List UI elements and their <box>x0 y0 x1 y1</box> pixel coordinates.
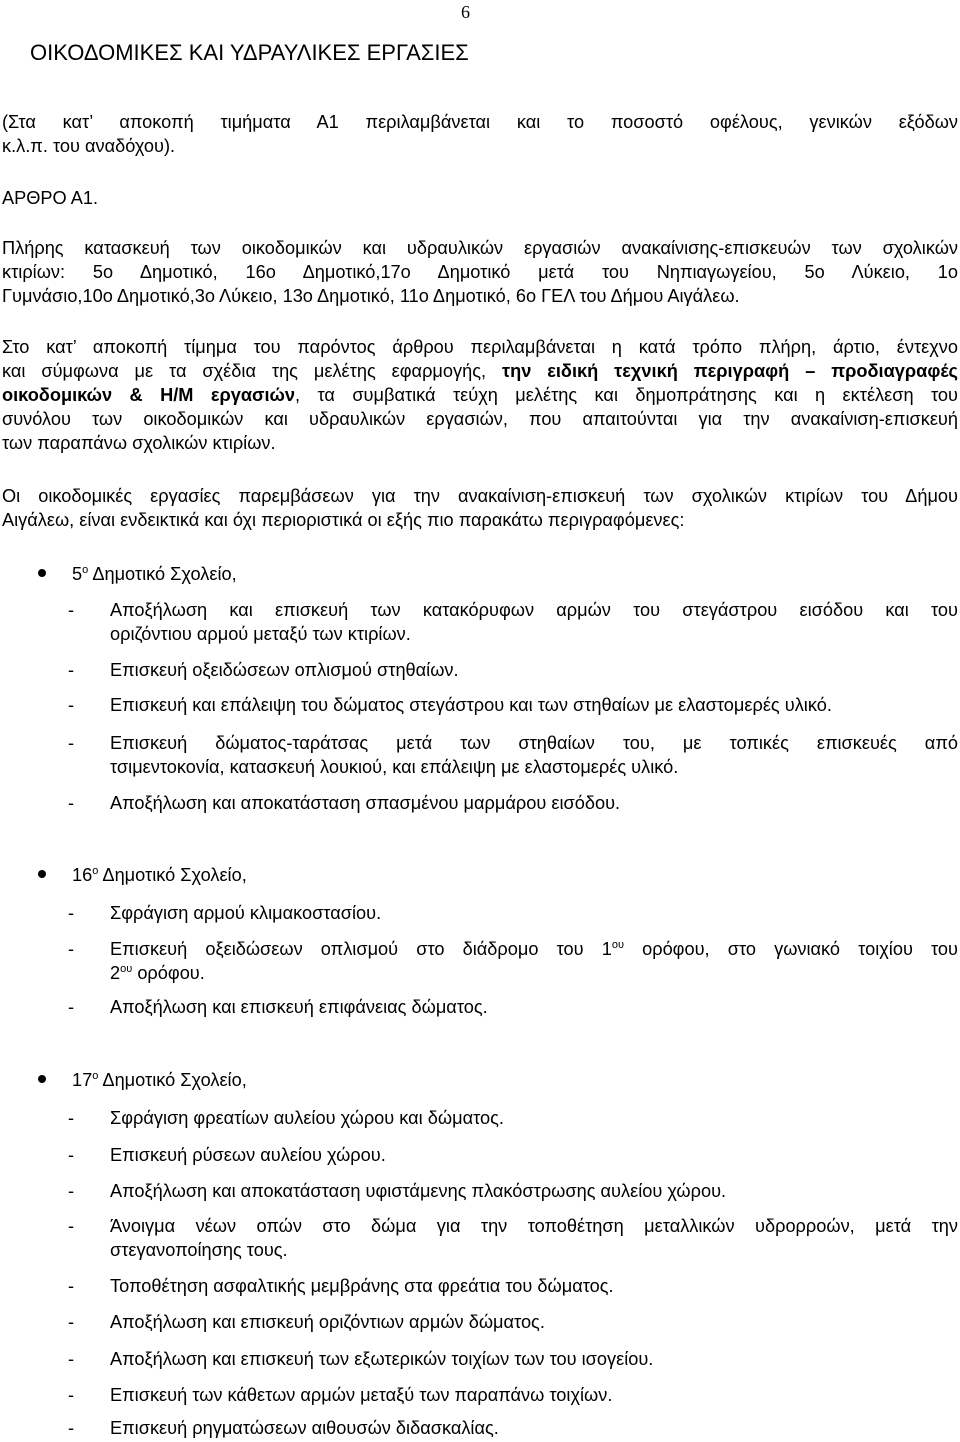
note-line-2: κ.λ.π. του αναδόχου). <box>2 136 176 156</box>
list-item: - Αποξήλωση και επισκευή των κατακόρυφων αρμών του στεγάστρου εισόδου και του οριζόντιου αρμού μεταξύ των κτιρίων. <box>68 600 958 644</box>
list-item: - Σφράγιση αρμού κλιμακοστασίου. <box>68 903 382 923</box>
intro-line-3: Γυμνάσιο,10ο Δημοτικό,3ο Λύκειο, 13ο Δημοτικό, 11ο Δημοτικό, 6ο ΓΕΛ του Δήμου Αιγάλεω. <box>2 286 740 306</box>
price-line-2: και σύμφωνα με τα σχέδια της μελέτης εφαρμογής, την ειδική τεχνική περιγραφή – προδιαγραφές <box>2 361 958 381</box>
school-heading-17: $17^o$ Δημοτικό Σχολείο, <box>38 1068 247 1092</box>
bullet-icon <box>38 870 46 878</box>
list-item: - Επισκευή οξειδώσεων οπλισμού στο διάδρομο του $1^{o\upsilon}$ ορόφου, στο γωνιακό τοιχίου του $2^{o\upsilon}$ ορόφου. <box>68 938 958 983</box>
list-item: - Επισκευή οξειδώσεων οπλισμού στηθαίων. <box>68 660 459 680</box>
bullet-icon <box>38 569 46 577</box>
price-line-5: των παραπάνω σχολικών κτιρίων. <box>2 433 276 453</box>
list-item: - Αποξήλωση και επισκευή επιφάνειας δώματος. <box>68 997 488 1017</box>
list-item: - Αποξήλωση και επισκευή των εξωτερικών τοιχίων των του ισογείου. <box>68 1349 654 1369</box>
list-item: - Αποξήλωση και επισκευή οριζόντιων αρμών δώματος. <box>68 1312 545 1332</box>
intro-line-2: κτιρίων: 5ο Δημοτικό, 16ο Δημοτικό,17ο Δημοτικό μετά του Νηπιαγωγείου, 5ο Λύκειο, 1ο <box>2 262 958 282</box>
list-item: - Άνοιγμα νέων οπών στο δώμα για την τοποθέτηση μεταλλικών υδρορροών, μετά την στεγανοποίησης τους. <box>68 1216 958 1260</box>
price-line-1: Στο κατ’ αποκοπή τίμημα του παρόντος άρθρου περιλαμβάνεται η κατά τρόπο πλήρη, άρτιο, έντεχνο <box>2 337 958 357</box>
list-item: - Αποξήλωση και αποκατάσταση υφιστάμενης πλακόστρωσης αυλείου χώρου. <box>68 1181 727 1201</box>
intro-line-1: Πλήρης κατασκευή των οικοδομικών και υδραυλικών εργασιών ανακαίνισης-επισκευών των σχολικών <box>2 238 958 258</box>
price-line-3: οικοδομικών & Η/Μ εργασιών, τα συμβατικά τεύχη μελέτης και δημοπράτησης και η εκτέλεση του <box>2 385 958 405</box>
list-item: - Αποξήλωση και αποκατάσταση σπασμένου μαρμάρου εισόδου. <box>68 793 621 813</box>
price-line-4: συνόλου των οικοδομικών και υδραυλικών εργασιών, που απαιτούνται για την ανακαίνιση-επισκευή <box>2 409 958 429</box>
page-number: 6 <box>461 2 470 22</box>
article-heading: ΑΡΘΡΟ Α1. <box>2 188 99 208</box>
works-intro <box>2 484 958 532</box>
bullet-icon <box>38 1075 46 1083</box>
price-paragraph <box>2 335 958 455</box>
works-intro-line-1: Οι οικοδομικές εργασίες παρεμβάσεων για την ανακαίνιση-επισκευή των σχολικών κτιρίων του Δήμου <box>2 486 958 506</box>
list-item: - Επισκευή δώματος-ταράτσας μετά των στηθαίων του, με τοπικές επισκευές από τσιμεντοκονία, κατασκευή λουκιού, και επάλειψη με ελαστομερές υλικό. <box>68 733 958 777</box>
list-item: - Επισκευή ρηγματώσεων αιθουσών διδασκαλίας. <box>68 1418 499 1438</box>
school-heading-16: $16^o$ Δημοτικό Σχολείο, <box>38 863 247 887</box>
note-line-1: (Στα κατ’ αποκοπή τιμήματα Α1 περιλαμβάνεται και το ποσοστό οφέλους, γενικών εξόδων <box>2 112 958 132</box>
school-heading-5: $5^o$ Δημοτικό Σχολείο, <box>38 562 237 586</box>
page-title: ΟΙΚΟΔΟΜΙΚΕΣ ΚΑΙ ΥΔΡΑΥΛΙΚΕΣ ΕΡΓΑΣΙΕΣ <box>30 40 469 65</box>
works-intro-line-2: Αιγάλεω, είναι ενδεικτικά και όχι περιοριστικά οι εξής πιο παρακάτω περιγραφόμενες: <box>2 510 685 530</box>
list-item: - Επισκευή των κάθετων αρμών μεταξύ των παραπάνω τοιχίων. <box>68 1385 613 1405</box>
price-line-3-bold: οικοδομικών & Η/Μ εργασιών <box>2 385 296 405</box>
pricing-note <box>2 110 958 158</box>
list-item: - Σφράγιση φρεατίων αυλείου χώρου και δώματος. <box>68 1108 504 1128</box>
intro-paragraph <box>2 236 958 308</box>
list-item: - Επισκευή και επάλειψη του δώματος στεγάστρου και των στηθαίων με ελαστομερές υλικό. <box>68 695 832 715</box>
price-line-2-bold: την ειδική τεχνική περιγραφή – προδιαγραφές <box>501 361 958 381</box>
list-item: - Τοποθέτηση ασφαλτικής μεμβράνης στα φρεάτια του δώματος. <box>68 1276 614 1296</box>
list-item: - Επισκευή ρύσεων αυλείου χώρου. <box>68 1145 386 1165</box>
